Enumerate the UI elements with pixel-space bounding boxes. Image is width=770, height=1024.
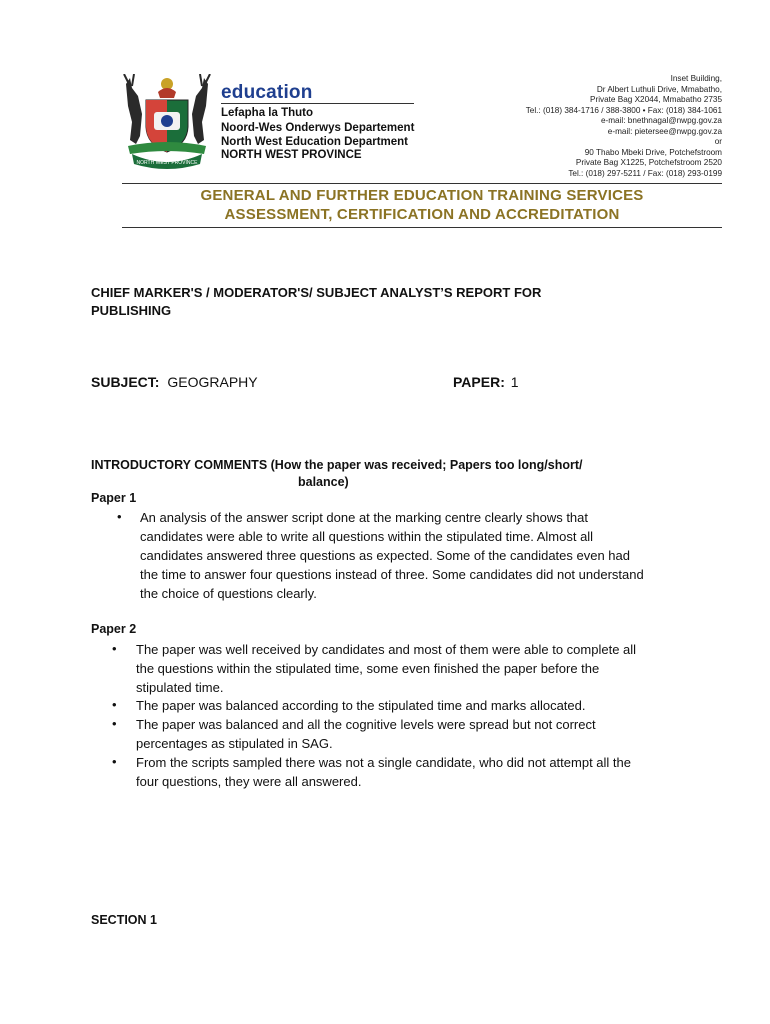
- text-line: the questions within the stipulated time, some even finished the paper before the: [136, 661, 600, 676]
- header-rule-bottom: [122, 227, 722, 228]
- report-title-line-1: CHIEF MARKER'S / MODERATOR'S/ SUBJECT ANALYST’S REPORT FOR: [91, 285, 542, 300]
- intro-heading-line-2: balance): [298, 475, 349, 489]
- bullet-icon: •: [117, 509, 122, 524]
- section-heading: SECTION 1: [91, 913, 157, 927]
- text-line: From the scripts sampled there was not a single candidate, who did not attempt all the: [136, 755, 631, 770]
- subject-value: GEOGRAPHY: [167, 374, 258, 390]
- dept-line-english: North West Education Department: [221, 136, 408, 148]
- paper-value: 1: [510, 374, 519, 390]
- paper-label: PAPER:: [453, 374, 505, 390]
- text-line: four questions, they were all answered.: [136, 774, 362, 789]
- bullet-icon: •: [112, 716, 117, 731]
- north-west-coat-of-arms-logo: [118, 74, 216, 170]
- report-title-line-2: PUBLISHING: [91, 303, 172, 318]
- text-line: percentages as stipulated in SAG.: [136, 736, 333, 751]
- banner-line-1: GENERAL AND FURTHER EDUCATION TRAINING SERVICES: [200, 187, 644, 204]
- text-line: The paper was balanced and all the cognitive levels were spread but not correct: [136, 717, 596, 732]
- address-line: 90 Thabo Mbeki Drive, Potchefstroom: [584, 147, 722, 157]
- logo-divider: [221, 103, 414, 104]
- paper1-bullet-1: [140, 508, 700, 603]
- paper2-bullet-3: [136, 715, 706, 753]
- dept-line-afrikaans: Noord-Wes Onderwys Departement: [221, 122, 415, 134]
- address-line: Tel.: (018) 384-1716 / 388-3800 • Fax: (018) 384-1061: [525, 105, 722, 115]
- paper1-heading: Paper 1: [91, 491, 137, 505]
- text-line: candidates were able to write all questions within the stipulated time. Almost all: [140, 529, 594, 544]
- subject-row: [91, 374, 258, 390]
- intro-heading-line-1: INTRODUCTORY COMMENTS (How the paper was received; Papers too long/short/: [91, 458, 583, 472]
- address-line: or: [714, 137, 722, 146]
- banner-line-2: ASSESSMENT, CERTIFICATION AND ACCREDITATION: [224, 206, 620, 223]
- bullet-icon: •: [112, 641, 117, 656]
- crest-ribbon-text: NORTH WEST PROVINCE: [136, 160, 198, 166]
- address-line: e-mail: pietersee@nwpg.gov.za: [607, 126, 722, 136]
- education-logo-title: education: [221, 82, 313, 103]
- bullet-icon: •: [112, 697, 117, 712]
- address-block: [526, 74, 722, 179]
- text-line: The paper was well received by candidates and most of them were able to complete all: [136, 642, 637, 657]
- dept-line-setswana: Lefapha la Thuto: [221, 107, 313, 119]
- address-line: Private Bag X2044, Mmabatho 2735: [590, 95, 722, 104]
- address-line: Dr Albert Luthuli Drive, Mmabatho,: [596, 84, 722, 94]
- bullet-icon: •: [112, 754, 117, 769]
- text-line: An analysis of the answer script done at the marking centre clearly shows that: [140, 510, 588, 525]
- paper2-heading: Paper 2: [91, 622, 137, 636]
- address-line: Private Bag X1225, Potchefstroom 2520: [575, 158, 722, 167]
- address-line: Tel.: (018) 297-5211 / Fax: (018) 293-0199: [568, 168, 722, 178]
- header-rule-top: [122, 183, 722, 184]
- paper2-bullet-4: [136, 753, 706, 791]
- subject-label: SUBJECT:: [91, 374, 160, 390]
- province-name: NORTH WEST PROVINCE: [221, 149, 362, 161]
- paper2-bullet-1: [136, 640, 706, 697]
- address-line: Inset Building,: [670, 74, 722, 83]
- paper2-bullet-2: [136, 696, 706, 715]
- address-line: e-mail: bnethnagal@nwpg.gov.za: [600, 116, 722, 125]
- text-line: the time to answer four questions instead of three. Some candidates did not understand: [140, 567, 644, 582]
- text-line: the choice of questions clearly.: [140, 586, 317, 601]
- text-line: stipulated time.: [136, 680, 224, 695]
- paper-row: [453, 374, 519, 390]
- text-line: The paper was balanced according to the stipulated time and marks allocated.: [136, 698, 586, 713]
- text-line: candidates answered three questions as expected. Some of the candidates even had: [140, 548, 630, 563]
